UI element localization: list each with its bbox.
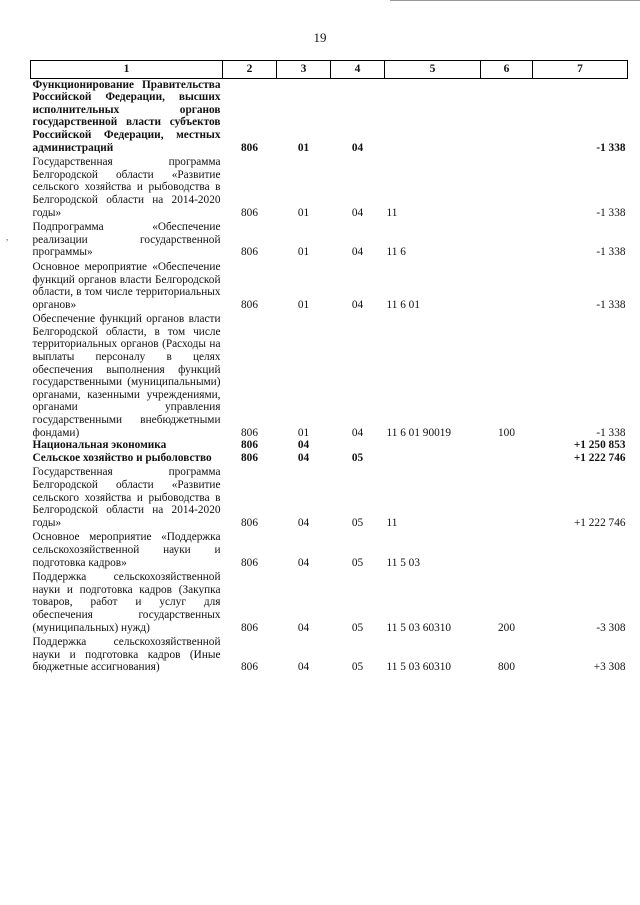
row-section-code: 04: [297, 556, 310, 569]
row-target-article: 11 5 03 60310: [386, 621, 452, 634]
row-section-code: 04: [297, 439, 310, 452]
row-section-code: 04: [297, 451, 310, 464]
table-row: [31, 452, 628, 465]
column-header: 4: [331, 61, 385, 79]
row-subsection-code: 05: [351, 451, 364, 464]
row-amount: +1 222 746: [573, 451, 626, 464]
row-description: Обеспечение функций органов власти Белгородской области, в том числе территориальных органов (Расходы на выплаты персоналу в целях обеспечения выполнения функций государственными (муниципальными) органами, казенными учреждениями, органами управления государственными внебюджетными фондами): [32, 313, 221, 439]
table-row: [31, 439, 628, 452]
row-section-code: 04: [297, 661, 310, 674]
row-section-code: 01: [297, 246, 310, 259]
row-section-code: 01: [297, 298, 310, 311]
row-target-article: 11: [386, 516, 398, 529]
row-expense-type: [481, 464, 533, 529]
row-amount: -1 338: [596, 298, 626, 311]
row-ministry-code: 806: [241, 206, 258, 219]
row-amount: +1 222 746: [573, 516, 626, 529]
row-description: Поддержка сельскохозяйственной науки и подготовка кадров (Иные бюджетные ассигнования): [32, 636, 221, 674]
row-expense-type: [481, 78, 533, 154]
row-description: Сельское хозяйство и рыболовство: [32, 451, 212, 464]
margin-mark: ,: [6, 232, 9, 242]
row-description: Государственная программа Белгородской области «Развитие сельского хозяйства и рыбоводства в Белгородской области на 2014-2020 годы»: [32, 466, 221, 529]
row-description: Поддержка сельскохозяйственной науки и подготовка кадров (Закупка товаров, работ и услуг для обеспечения государственных (муниципальных) нужд): [32, 571, 221, 634]
row-amount: -1 338: [596, 206, 626, 219]
row-ministry-code: 806: [241, 661, 258, 674]
row-target-article: 11: [386, 206, 398, 219]
budget-table: [30, 60, 628, 674]
row-expense-type: 200: [498, 621, 515, 634]
row-amount: -3 308: [596, 621, 626, 634]
row-target-article: 11 5 03: [386, 556, 420, 569]
row-expense-type: [481, 529, 533, 569]
row-expense-type: [481, 154, 533, 219]
row-ministry-code: 806: [241, 426, 258, 439]
row-description: Подпрограмма «Обеспечение реализации государственной программы»: [32, 221, 221, 259]
row-subsection-code: 04: [351, 298, 364, 311]
row-expense-type: 100: [498, 426, 515, 439]
table-row: [31, 259, 628, 311]
row-description: Основное мероприятие «Поддержка сельскохозяйственной науки и подготовка кадров»: [32, 531, 221, 569]
row-target-article: [385, 78, 481, 154]
row-description: Национальная экономика: [32, 439, 167, 452]
row-subsection-code: 04: [351, 206, 364, 219]
row-ministry-code: 806: [241, 451, 258, 464]
row-description: Государственная программа Белгородской области «Развитие сельского хозяйства и рыбоводства в Белгородской области на 2014-2020 годы»: [32, 156, 221, 219]
row-target-article: [385, 439, 481, 452]
row-section-code: 04: [297, 621, 310, 634]
row-amount: -1 338: [596, 426, 626, 439]
table-row: [31, 78, 628, 154]
column-header: 6: [481, 61, 533, 79]
row-amount: +1 250 853: [573, 439, 626, 452]
row-expense-type: [481, 259, 533, 311]
row-amount: -1 338: [596, 141, 626, 154]
table-row: [31, 311, 628, 439]
row-ministry-code: 806: [241, 439, 258, 452]
row-ministry-code: 806: [241, 516, 258, 529]
row-section-code: 04: [297, 516, 310, 529]
row-section-code: 01: [297, 141, 310, 154]
row-subsection-code: [331, 439, 385, 452]
row-target-article: 11 6 01: [386, 298, 420, 311]
column-header: 2: [223, 61, 277, 79]
row-target-article: 11 6 01 90019: [386, 426, 452, 439]
row-amount: -1 338: [596, 246, 626, 259]
row-subsection-code: 05: [351, 621, 364, 634]
row-target-article: 11 5 03 60310: [386, 661, 452, 674]
row-subsection-code: 05: [351, 556, 364, 569]
row-expense-type: [481, 439, 533, 452]
table-row: [31, 219, 628, 259]
table-row: [31, 569, 628, 634]
row-ministry-code: 806: [241, 298, 258, 311]
row-subsection-code: 04: [351, 426, 364, 439]
row-ministry-code: 806: [241, 141, 258, 154]
row-expense-type: [481, 219, 533, 259]
table-row: [31, 529, 628, 569]
column-header: 3: [277, 61, 331, 79]
row-expense-type: [481, 452, 533, 465]
row-ministry-code: 806: [241, 556, 258, 569]
row-description: Функционирование Правительства Российской Федерации, высших исполнительных органов государственной власти субъектов Российской Федерации, местных администраций: [32, 78, 221, 154]
column-header: 5: [385, 61, 481, 79]
row-ministry-code: 806: [241, 246, 258, 259]
table-row: [31, 464, 628, 529]
row-ministry-code: 806: [241, 621, 258, 634]
row-subsection-code: 04: [351, 246, 364, 259]
top-rule: [390, 0, 640, 1]
row-section-code: 01: [297, 426, 310, 439]
row-subsection-code: 04: [351, 141, 364, 154]
column-header: 7: [533, 61, 628, 79]
row-target-article: 11 6: [386, 246, 406, 259]
table-row: [31, 154, 628, 219]
row-amount: [533, 529, 628, 569]
column-header: 1: [31, 61, 223, 79]
row-amount: +3 308: [593, 661, 626, 674]
row-section-code: 01: [297, 206, 310, 219]
row-expense-type: 800: [498, 661, 515, 674]
table-row: [31, 634, 628, 674]
page-number: 19: [313, 30, 327, 45]
row-subsection-code: 05: [351, 516, 364, 529]
row-description: Основное мероприятие «Обеспечение функций органов власти Белгородской области, в том числе территориальных органов»: [32, 260, 221, 311]
table-header-row: [31, 61, 628, 79]
row-subsection-code: 05: [351, 661, 364, 674]
row-target-article: [385, 452, 481, 465]
